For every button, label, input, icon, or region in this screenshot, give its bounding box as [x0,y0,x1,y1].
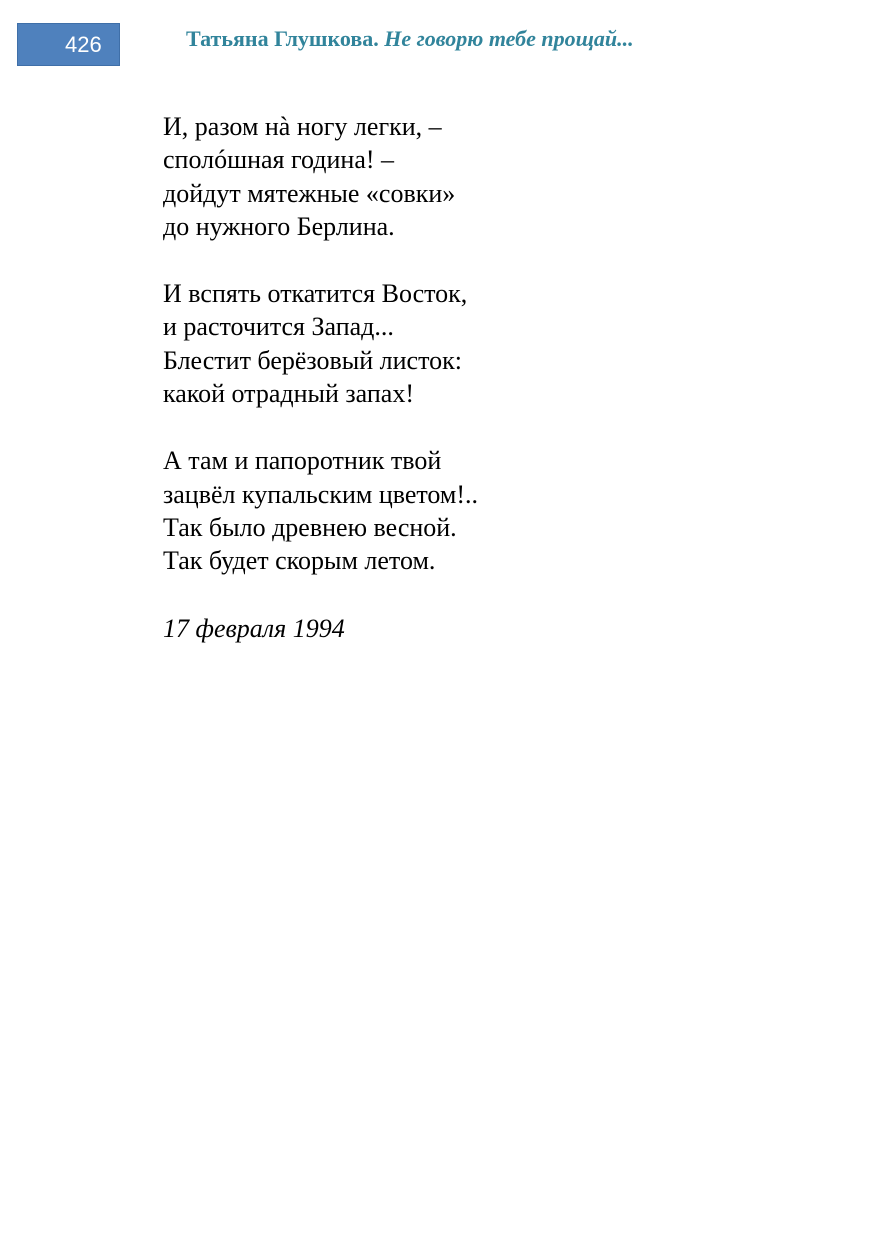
stanza-1 [163,110,763,243]
poem-line: Так будет скорым летом. [163,546,436,576]
poem-line: И, разом нà ногу легки, – [163,112,442,141]
poem-line: и расточится Запад... [163,312,394,342]
poem-line: зацвёл купальским цветом!.. [163,479,479,509]
poem-line: Блестит берёзовый листок: [163,345,462,375]
running-header [186,24,634,54]
stanza-2 [163,277,763,410]
page-number: 426 [65,32,102,57]
poem-line: А там и папоротник твой [163,446,442,476]
poem-line: И вспять откатится Восток, [163,279,468,309]
poem-line: Так было древнею весной. [163,512,457,542]
poem-line: сполóшная година! – [163,145,395,175]
poem-line: дойдут мятежные «совки» [163,178,456,208]
poem-text [163,110,763,645]
page-number-box [17,23,120,66]
poem-line: какой отрадный запах! [163,379,414,409]
header-author: Татьяна Глушкова. [186,26,379,51]
stanza-3 [163,444,763,577]
poem-line: до нужного Берлина. [163,211,395,241]
poem-date: 17 февраля 1994 [163,613,345,643]
header-book-title: Не говорю тебе прощай... [384,26,634,51]
